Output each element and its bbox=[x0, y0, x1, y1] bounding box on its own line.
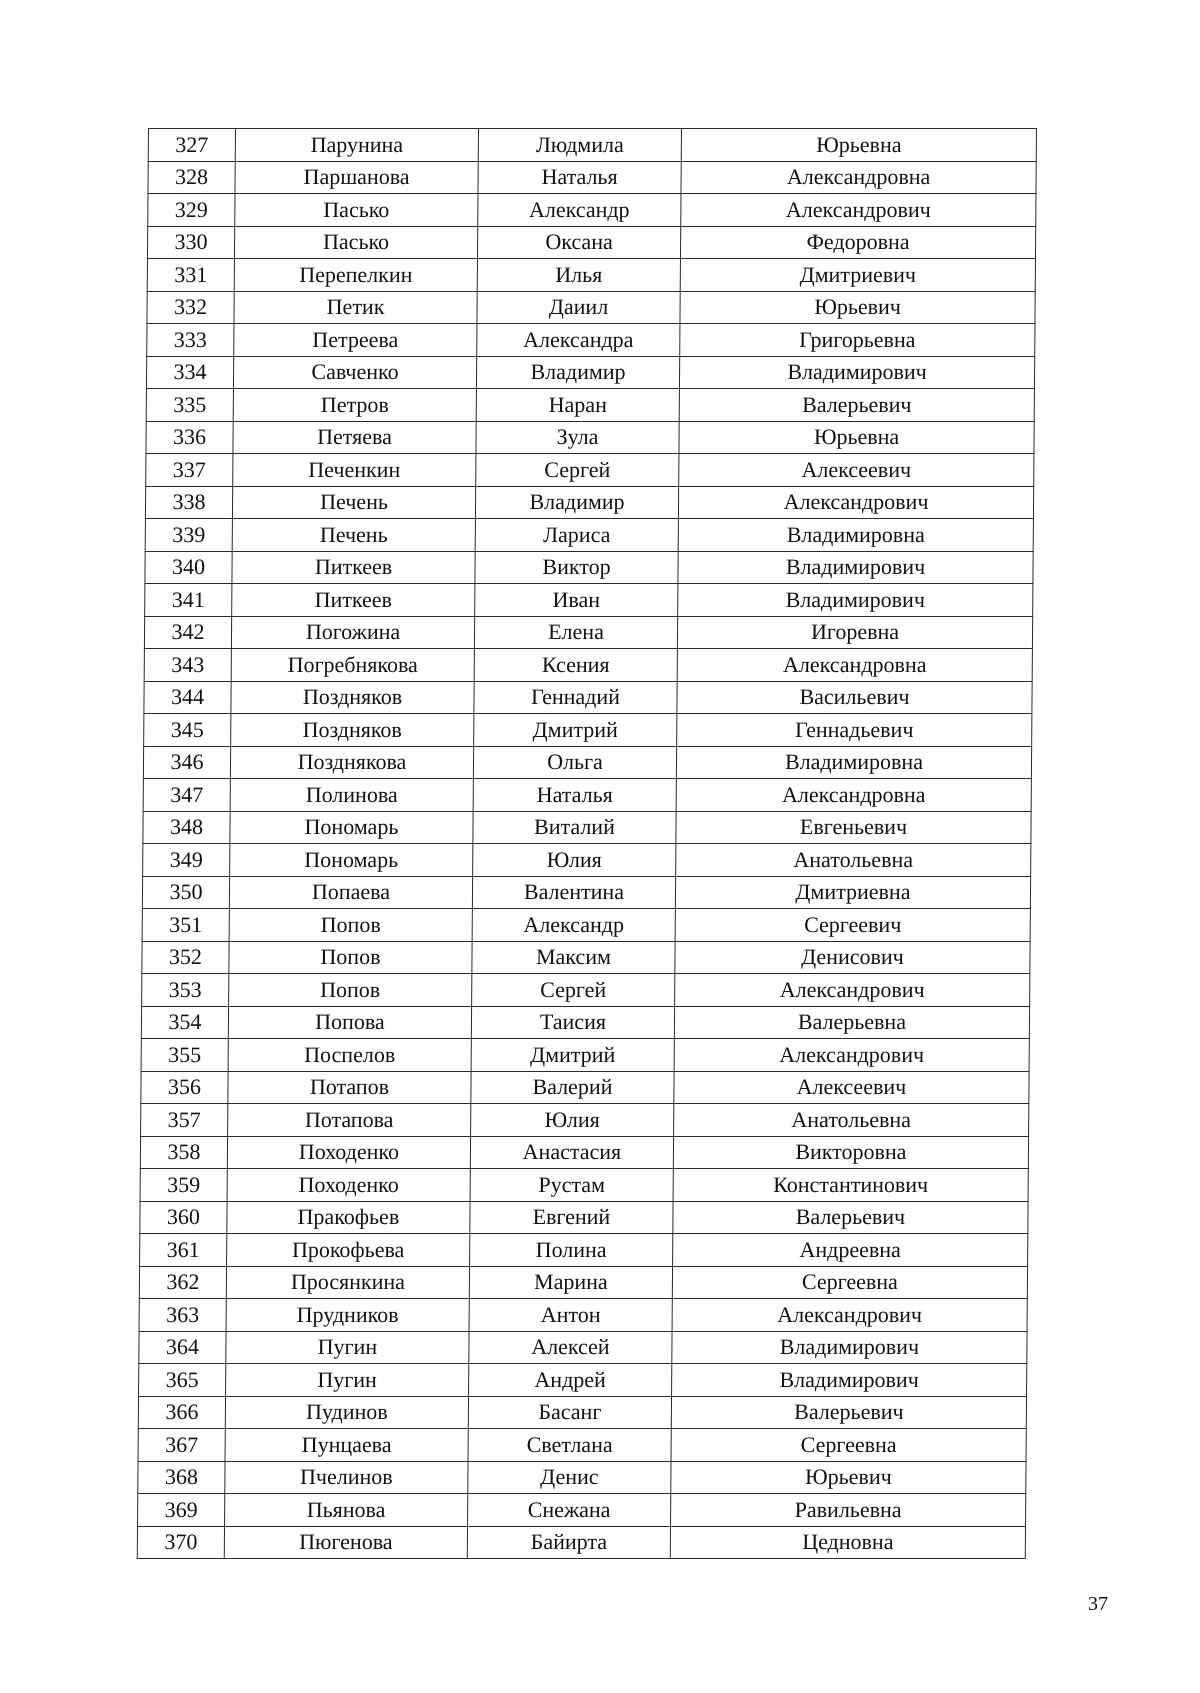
patronymic-cell: Константинович bbox=[673, 1169, 1028, 1202]
table-row bbox=[141, 1039, 1029, 1072]
names-table bbox=[137, 128, 1037, 1559]
patronymic-cell: Равильевна bbox=[671, 1494, 1026, 1527]
first-name-cell: Наталья bbox=[478, 161, 681, 194]
table-row bbox=[146, 356, 1034, 389]
row-number-cell: 340 bbox=[145, 551, 232, 584]
table-row bbox=[142, 974, 1030, 1007]
patronymic-cell: Андреевна bbox=[673, 1234, 1028, 1267]
first-name-cell: Андрей bbox=[469, 1364, 672, 1397]
row-number-cell: 344 bbox=[144, 681, 231, 714]
last-name-cell: Петик bbox=[234, 291, 477, 324]
names-table-body bbox=[137, 129, 1036, 1559]
row-number-cell: 345 bbox=[144, 714, 231, 747]
row-number-cell: 359 bbox=[140, 1169, 227, 1202]
table-row bbox=[144, 714, 1032, 747]
first-name-cell: Юлия bbox=[473, 844, 676, 877]
first-name-cell: Иван bbox=[475, 584, 678, 617]
last-name-cell: Попов bbox=[229, 974, 472, 1007]
last-name-cell: Пономарь bbox=[230, 844, 473, 877]
table-row bbox=[137, 1526, 1025, 1559]
last-name-cell: Поспелов bbox=[228, 1039, 471, 1072]
table-row bbox=[140, 1201, 1028, 1234]
last-name-cell: Петров bbox=[233, 389, 476, 422]
row-number-cell: 366 bbox=[138, 1396, 225, 1429]
last-name-cell: Попаева bbox=[229, 876, 472, 909]
patronymic-cell: Анатольевна bbox=[676, 844, 1031, 877]
patronymic-cell: Юрьевич bbox=[671, 1461, 1026, 1494]
last-name-cell: Погребнякова bbox=[231, 649, 474, 682]
row-number-cell: 367 bbox=[138, 1429, 225, 1462]
patronymic-cell: Денисович bbox=[675, 941, 1030, 974]
last-name-cell: Печень bbox=[232, 486, 475, 519]
patronymic-cell: Владимирович bbox=[678, 584, 1033, 617]
row-number-cell: 350 bbox=[142, 876, 229, 909]
table-row bbox=[146, 421, 1034, 454]
first-name-cell: Рустам bbox=[470, 1169, 673, 1202]
table-row bbox=[140, 1169, 1028, 1202]
table-row bbox=[143, 746, 1031, 779]
patronymic-cell: Александрович bbox=[681, 194, 1036, 227]
last-name-cell: Питкеев bbox=[232, 551, 475, 584]
table-row bbox=[138, 1429, 1026, 1462]
row-number-cell: 360 bbox=[140, 1201, 227, 1234]
patronymic-cell: Юрьевна bbox=[679, 421, 1034, 454]
first-name-cell: Виктор bbox=[475, 551, 678, 584]
row-number-cell: 338 bbox=[145, 486, 232, 519]
first-name-cell: Александра bbox=[477, 324, 680, 357]
last-name-cell: Перепелкин bbox=[234, 259, 477, 292]
table-row bbox=[139, 1331, 1027, 1364]
row-number-cell: 358 bbox=[140, 1136, 227, 1169]
first-name-cell: Алексей bbox=[469, 1331, 672, 1364]
last-name-cell: Петреева bbox=[234, 324, 477, 357]
patronymic-cell: Валерьевич bbox=[673, 1201, 1028, 1234]
patronymic-cell: Цедновна bbox=[670, 1526, 1025, 1559]
first-name-cell: Ксения bbox=[474, 649, 677, 682]
table-row bbox=[148, 161, 1036, 194]
row-number-cell: 347 bbox=[143, 779, 230, 812]
first-name-cell: Таисия bbox=[471, 1006, 674, 1039]
first-name-cell: Снежана bbox=[468, 1494, 671, 1527]
patronymic-cell: Валерьевич bbox=[679, 389, 1034, 422]
table-row bbox=[147, 226, 1035, 259]
last-name-cell: Печенкин bbox=[233, 454, 476, 487]
last-name-cell: Петяева bbox=[233, 421, 476, 454]
row-number-cell: 330 bbox=[147, 226, 234, 259]
last-name-cell: Полинова bbox=[230, 779, 473, 812]
table-row bbox=[147, 259, 1035, 292]
patronymic-cell: Александрович bbox=[675, 974, 1030, 1007]
patronymic-cell: Сергеевна bbox=[672, 1266, 1027, 1299]
first-name-cell: Юлия bbox=[471, 1104, 674, 1137]
last-name-cell: Попов bbox=[229, 909, 472, 942]
table-row bbox=[145, 519, 1033, 552]
first-name-cell: Зула bbox=[476, 421, 679, 454]
last-name-cell: Пчелинов bbox=[225, 1461, 468, 1494]
table-row bbox=[141, 1104, 1029, 1137]
patronymic-cell: Алексеевич bbox=[679, 454, 1034, 487]
patronymic-cell: Алексеевич bbox=[674, 1071, 1029, 1104]
last-name-cell: Паршанова bbox=[235, 161, 478, 194]
first-name-cell: Валерий bbox=[471, 1071, 674, 1104]
patronymic-cell: Викторовна bbox=[673, 1136, 1028, 1169]
first-name-cell: Оксана bbox=[477, 226, 680, 259]
first-name-cell: Владимир bbox=[475, 486, 678, 519]
row-number-cell: 331 bbox=[147, 259, 234, 292]
table-row bbox=[141, 1006, 1029, 1039]
last-name-cell: Потапова bbox=[228, 1104, 471, 1137]
table-row bbox=[142, 876, 1030, 909]
patronymic-cell: Юрьевна bbox=[681, 129, 1036, 162]
patronymic-cell: Владимирович bbox=[678, 551, 1033, 584]
patronymic-cell: Валерьевна bbox=[674, 1006, 1029, 1039]
table-row bbox=[140, 1136, 1028, 1169]
row-number-cell: 332 bbox=[147, 291, 234, 324]
patronymic-cell: Дмитриевич bbox=[680, 259, 1035, 292]
patronymic-cell: Владимировна bbox=[678, 519, 1033, 552]
patronymic-cell: Васильевич bbox=[677, 681, 1032, 714]
patronymic-cell: Владимирович bbox=[679, 356, 1034, 389]
first-name-cell: Сергей bbox=[476, 454, 679, 487]
first-name-cell: Владимир bbox=[476, 356, 679, 389]
patronymic-cell: Александровна bbox=[677, 649, 1032, 682]
last-name-cell: Попова bbox=[228, 1006, 471, 1039]
first-name-cell: Антон bbox=[469, 1299, 672, 1332]
first-name-cell: Денис bbox=[468, 1461, 671, 1494]
first-name-cell: Александр bbox=[478, 194, 681, 227]
row-number-cell: 341 bbox=[145, 584, 232, 617]
table-row bbox=[139, 1364, 1027, 1397]
row-number-cell: 363 bbox=[139, 1299, 226, 1332]
row-number-cell: 356 bbox=[141, 1071, 228, 1104]
last-name-cell: Савченко bbox=[233, 356, 476, 389]
table-row bbox=[144, 681, 1032, 714]
table-row bbox=[144, 649, 1032, 682]
table-row bbox=[144, 616, 1032, 649]
last-name-cell: Походенко bbox=[227, 1136, 470, 1169]
patronymic-cell: Александрович bbox=[678, 486, 1033, 519]
first-name-cell: Елена bbox=[474, 616, 677, 649]
table-row bbox=[141, 1071, 1029, 1104]
table-row bbox=[142, 941, 1030, 974]
last-name-cell: Походенко bbox=[227, 1169, 470, 1202]
last-name-cell: Парунина bbox=[235, 129, 478, 162]
row-number-cell: 348 bbox=[143, 811, 230, 844]
row-number-cell: 337 bbox=[146, 454, 233, 487]
first-name-cell: Виталий bbox=[473, 811, 676, 844]
row-number-cell: 370 bbox=[137, 1526, 224, 1559]
row-number-cell: 343 bbox=[144, 649, 231, 682]
last-name-cell: Пракофьев bbox=[227, 1201, 470, 1234]
last-name-cell: Погожина bbox=[231, 616, 474, 649]
first-name-cell: Людмила bbox=[478, 129, 681, 162]
table-row bbox=[138, 1396, 1026, 1429]
last-name-cell: Печень bbox=[232, 519, 475, 552]
row-number-cell: 349 bbox=[143, 844, 230, 877]
first-name-cell: Лариса bbox=[475, 519, 678, 552]
table-row bbox=[145, 584, 1033, 617]
patronymic-cell: Юрьевич bbox=[680, 291, 1035, 324]
row-number-cell: 328 bbox=[148, 161, 235, 194]
patronymic-cell: Владимирович bbox=[672, 1331, 1027, 1364]
first-name-cell: Валентина bbox=[472, 876, 675, 909]
last-name-cell: Пюгенова bbox=[224, 1526, 467, 1559]
first-name-cell: Александр bbox=[472, 909, 675, 942]
last-name-cell: Пугин bbox=[226, 1331, 469, 1364]
patronymic-cell: Владимировна bbox=[676, 746, 1031, 779]
row-number-cell: 352 bbox=[142, 941, 229, 974]
patronymic-cell: Анатольевна bbox=[674, 1104, 1029, 1137]
row-number-cell: 339 bbox=[145, 519, 232, 552]
patronymic-cell: Александровна bbox=[676, 779, 1031, 812]
patronymic-cell: Григорьевна bbox=[680, 324, 1035, 357]
table-row bbox=[139, 1299, 1027, 1332]
last-name-cell: Пасько bbox=[234, 226, 477, 259]
row-number-cell: 329 bbox=[148, 194, 235, 227]
last-name-cell: Питкеев bbox=[232, 584, 475, 617]
table-row bbox=[139, 1266, 1027, 1299]
row-number-cell: 362 bbox=[139, 1266, 226, 1299]
patronymic-cell: Александрович bbox=[674, 1039, 1029, 1072]
first-name-cell: Дмитрий bbox=[471, 1039, 674, 1072]
first-name-cell: Байирта bbox=[467, 1526, 670, 1559]
first-name-cell: Наталья bbox=[473, 779, 676, 812]
row-number-cell: 342 bbox=[144, 616, 231, 649]
row-number-cell: 336 bbox=[146, 421, 233, 454]
last-name-cell: Пунцаева bbox=[225, 1429, 468, 1462]
row-number-cell: 327 bbox=[148, 129, 235, 162]
row-number-cell: 355 bbox=[141, 1039, 228, 1072]
row-number-cell: 334 bbox=[146, 356, 233, 389]
row-number-cell: 335 bbox=[146, 389, 233, 422]
patronymic-cell: Дмитриевна bbox=[675, 876, 1030, 909]
last-name-cell: Пугин bbox=[226, 1364, 469, 1397]
first-name-cell: Геннадий bbox=[474, 681, 677, 714]
first-name-cell: Илья bbox=[477, 259, 680, 292]
last-name-cell: Попов bbox=[229, 941, 472, 974]
last-name-cell: Потапов bbox=[228, 1071, 471, 1104]
table-row bbox=[146, 454, 1034, 487]
last-name-cell: Прудников bbox=[226, 1299, 469, 1332]
first-name-cell: Максим bbox=[472, 941, 675, 974]
patronymic-cell: Сергеевна bbox=[671, 1429, 1026, 1462]
row-number-cell: 361 bbox=[140, 1234, 227, 1267]
row-number-cell: 364 bbox=[139, 1331, 226, 1364]
last-name-cell: Пьянова bbox=[225, 1494, 468, 1527]
table-row bbox=[148, 129, 1036, 162]
last-name-cell: Пасько bbox=[235, 194, 478, 227]
patronymic-cell: Геннадьевич bbox=[677, 714, 1032, 747]
row-number-cell: 369 bbox=[138, 1494, 225, 1527]
last-name-cell: Поздняков bbox=[231, 681, 474, 714]
patronymic-cell: Евгеньевич bbox=[676, 811, 1031, 844]
row-number-cell: 346 bbox=[143, 746, 230, 779]
table-row bbox=[138, 1461, 1026, 1494]
first-name-cell: Светлана bbox=[468, 1429, 671, 1462]
table-row bbox=[143, 811, 1031, 844]
table-row bbox=[142, 909, 1030, 942]
first-name-cell: Марина bbox=[469, 1266, 672, 1299]
last-name-cell: Позднякова bbox=[230, 746, 473, 779]
patronymic-cell: Игоревна bbox=[677, 616, 1032, 649]
first-name-cell: Даиил bbox=[477, 291, 680, 324]
first-name-cell: Евгений bbox=[470, 1201, 673, 1234]
row-number-cell: 357 bbox=[141, 1104, 228, 1137]
patronymic-cell: Александровна bbox=[681, 161, 1036, 194]
patronymic-cell: Федоровна bbox=[680, 226, 1035, 259]
row-number-cell: 351 bbox=[142, 909, 229, 942]
patronymic-cell: Сергеевич bbox=[675, 909, 1030, 942]
table-row bbox=[143, 779, 1031, 812]
table-row bbox=[148, 194, 1036, 227]
last-name-cell: Просянкина bbox=[226, 1266, 469, 1299]
table-row bbox=[145, 551, 1033, 584]
table-row bbox=[147, 291, 1035, 324]
first-name-cell: Басанг bbox=[468, 1396, 671, 1429]
patronymic-cell: Владимирович bbox=[672, 1364, 1027, 1397]
table-row bbox=[143, 844, 1031, 877]
row-number-cell: 333 bbox=[147, 324, 234, 357]
first-name-cell: Анастасия bbox=[470, 1136, 673, 1169]
first-name-cell: Наран bbox=[476, 389, 679, 422]
last-name-cell: Прокофьева bbox=[227, 1234, 470, 1267]
table-row bbox=[145, 486, 1033, 519]
page-number: 37 bbox=[1088, 1593, 1108, 1615]
row-number-cell: 354 bbox=[141, 1006, 228, 1039]
first-name-cell: Полина bbox=[470, 1234, 673, 1267]
first-name-cell: Сергей bbox=[472, 974, 675, 1007]
patronymic-cell: Александрович bbox=[672, 1299, 1027, 1332]
patronymic-cell: Валерьевич bbox=[671, 1396, 1026, 1429]
table-row bbox=[140, 1234, 1028, 1267]
table-row bbox=[138, 1494, 1026, 1527]
table-row bbox=[147, 324, 1035, 357]
last-name-cell: Поздняков bbox=[231, 714, 474, 747]
first-name-cell: Ольга bbox=[473, 746, 676, 779]
row-number-cell: 353 bbox=[142, 974, 229, 1007]
row-number-cell: 365 bbox=[139, 1364, 226, 1397]
first-name-cell: Дмитрий bbox=[474, 714, 677, 747]
last-name-cell: Пономарь bbox=[230, 811, 473, 844]
last-name-cell: Пудинов bbox=[225, 1396, 468, 1429]
table-row bbox=[146, 389, 1034, 422]
row-number-cell: 368 bbox=[138, 1461, 225, 1494]
